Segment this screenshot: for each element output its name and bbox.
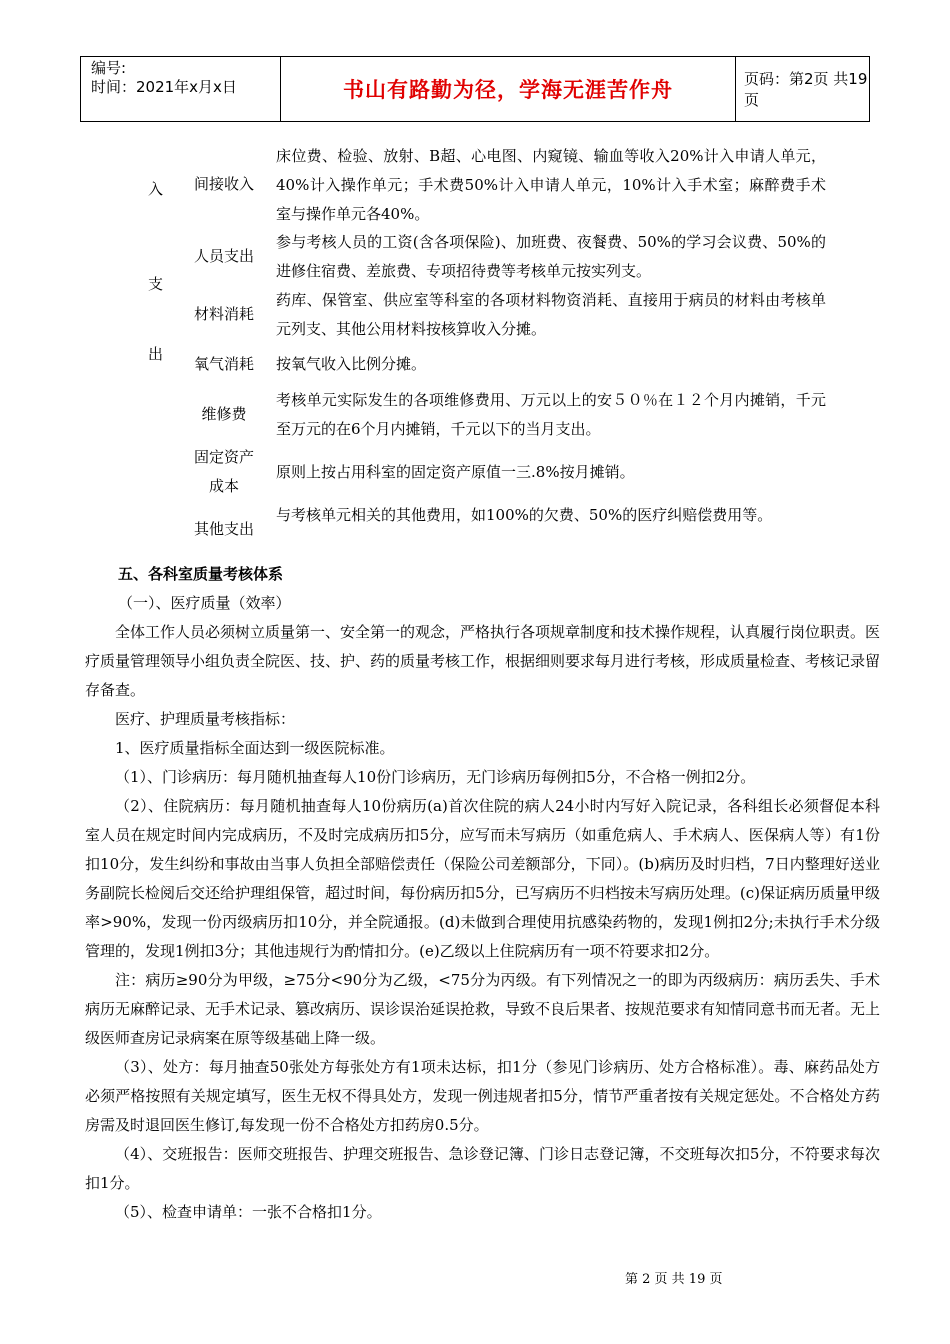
paragraph-4: （1）、门诊病历：每月随机抽查每人10份门诊病历，无门诊病历每例扣5分，不合格一例扣2分。 xyxy=(115,768,756,786)
paragraph-6: 注：病历≥90分为甲级，≥75分<90分为乙级，<75分为丙级。有下列情况之一的即为丙级病历：病历丢失、手术病历无麻醉记录、无手术记录、篡改病历、误诊误治延误抢救，导致不良后果者、按规范要求有知情同意书而无者。无上级医师查房记录病案在原等级基础上降一级。 xyxy=(85,971,881,1047)
sub-heading: （一）、医疗质量（效率） xyxy=(118,594,291,612)
page-header xyxy=(80,56,870,122)
row-label-oxygen: 氧气消耗 xyxy=(193,355,254,373)
row-text-indirect-income: 床位费、检验、放射、B超、心电图、内窥镜、输血等收入20%计入申请人单元，40%计入操作单元；手术费50%计入申请人单元，10%计入手术室；麻醉费手术室与操作单元各40%。 xyxy=(276,147,826,223)
side-label-expense-1: 支 xyxy=(148,275,164,293)
main-body xyxy=(85,560,880,1227)
paragraph-3: 1、医疗质量指标全面达到一级医院标准。 xyxy=(115,739,395,757)
row-label-personnel: 人员支出 xyxy=(193,247,254,265)
header-meta xyxy=(81,57,281,121)
paragraph-2: 医疗、护理质量考核指标： xyxy=(115,710,296,728)
header-page-info: 页码：第2页 共19页 xyxy=(744,70,868,109)
row-label-fixed-assets-line2: 成本 xyxy=(208,477,239,495)
paragraph-8: （4）、交班报告：医师交班报告、护理交班报告、急诊登记簿、门诊日志登记簿，不交班每次扣5分，不符要求每次扣1分。 xyxy=(85,1145,880,1192)
row-text-other: 与考核单元相关的其他费用，如100%的欠费、50%的医疗纠赔偿费用等。 xyxy=(276,506,773,524)
side-label-expense-2: 出 xyxy=(148,345,164,363)
section-heading: 五、各科室质量考核体系 xyxy=(118,565,284,583)
row-text-oxygen: 按氧气收入比例分摊。 xyxy=(276,355,427,373)
row-text-maintenance: 考核单元实际发生的各项维修费用、万元以上的安５０％在１２个月内摊销，千元至万元的在6个月内摊销，千元以下的当月支出。 xyxy=(276,391,826,438)
row-label-fixed-assets xyxy=(186,443,262,501)
header-motto: 书山有路勤为径，学海无涯苦作舟 xyxy=(281,57,736,121)
paragraph-5: （2）、住院病历：每月随机抽查每人10份病历(a)首次住院的病人24小时内写好入院记录，各科组长必须督促本科室人员在规定时间内完成病历，不及时完成病历扣5分，应写而未写病历（如重危病人、手术病人、医保病人等）有1份扣10分，发生纠纷和事故由当事人负担全部赔偿责任（保险公司差额部分，下同）。(b)病历及时归档，7日内整理好送业务副院长检阅后交还给护理组保管，超过时间，每份病历扣5分，已写病历不归档按未写病历处理。(c)保证病历质量甲级率>90%，发现一份丙级病历扣10分，并全院通报。(d)未做到合理使用抗感染药物的，发现1例扣2分;未执行手术分级管理的，发现1例扣3分；其他违规行为酌情扣分。(e)乙级以上住院病历有一项不符要求扣2分。 xyxy=(85,797,880,960)
page-footer: 第 2 页 共 19 页 xyxy=(625,1272,723,1287)
row-text-fixed-assets: 原则上按占用科室的固定资产原值一三.8%按月摊销。 xyxy=(276,463,635,481)
row-text-personnel: 参与考核人员的工资(含各项保险)、加班费、夜餐费、50%的学习会议费、50%的进修住宿费、差旅费、专项招待费等考核单元按实列支。 xyxy=(276,233,826,280)
side-label-income: 入 xyxy=(148,180,164,198)
row-label-materials: 材料消耗 xyxy=(193,305,254,323)
paragraph-7: （3）、处方：每月抽查50张处方每张处方有1项未达标，扣1分（参见门诊病历、处方合格标准）。毒、麻药品处方必须严格按照有关规定填写，医生无权不得具处方，发现一例违规者扣5分，情节严重者按有关规定惩处。不合格处方药房需及时退回医生修订,每发现一份不合格处方扣药房0.5分。 xyxy=(85,1058,880,1134)
document-date: 时间：2021年x月x日 xyxy=(91,78,237,96)
row-label-indirect-income: 间接收入 xyxy=(193,175,254,193)
row-label-maintenance: 维修费 xyxy=(201,405,247,423)
row-label-other: 其他支出 xyxy=(193,520,254,538)
row-text-materials: 药库、保管室、供应室等科室的各项材料物资消耗、直接用于病员的材料由考核单元列支、其他公用材料按核算收入分摊。 xyxy=(276,291,826,338)
document-number-label: 编号: xyxy=(91,59,127,77)
paragraph-1: 全体工作人员必须树立质量第一、安全第一的观念，严格执行各项规章制度和技术操作规程，认真履行岗位职责。医疗质量管理领导小组负责全院医、技、护、药的质量考核工作，根据细则要求每月进行考核，形成质量检查、考核记录留存备查。 xyxy=(85,623,881,699)
paragraph-9: （5）、检查申请单：一张不合格扣1分。 xyxy=(115,1203,382,1221)
row-label-fixed-assets-line1: 固定资产 xyxy=(193,448,254,466)
